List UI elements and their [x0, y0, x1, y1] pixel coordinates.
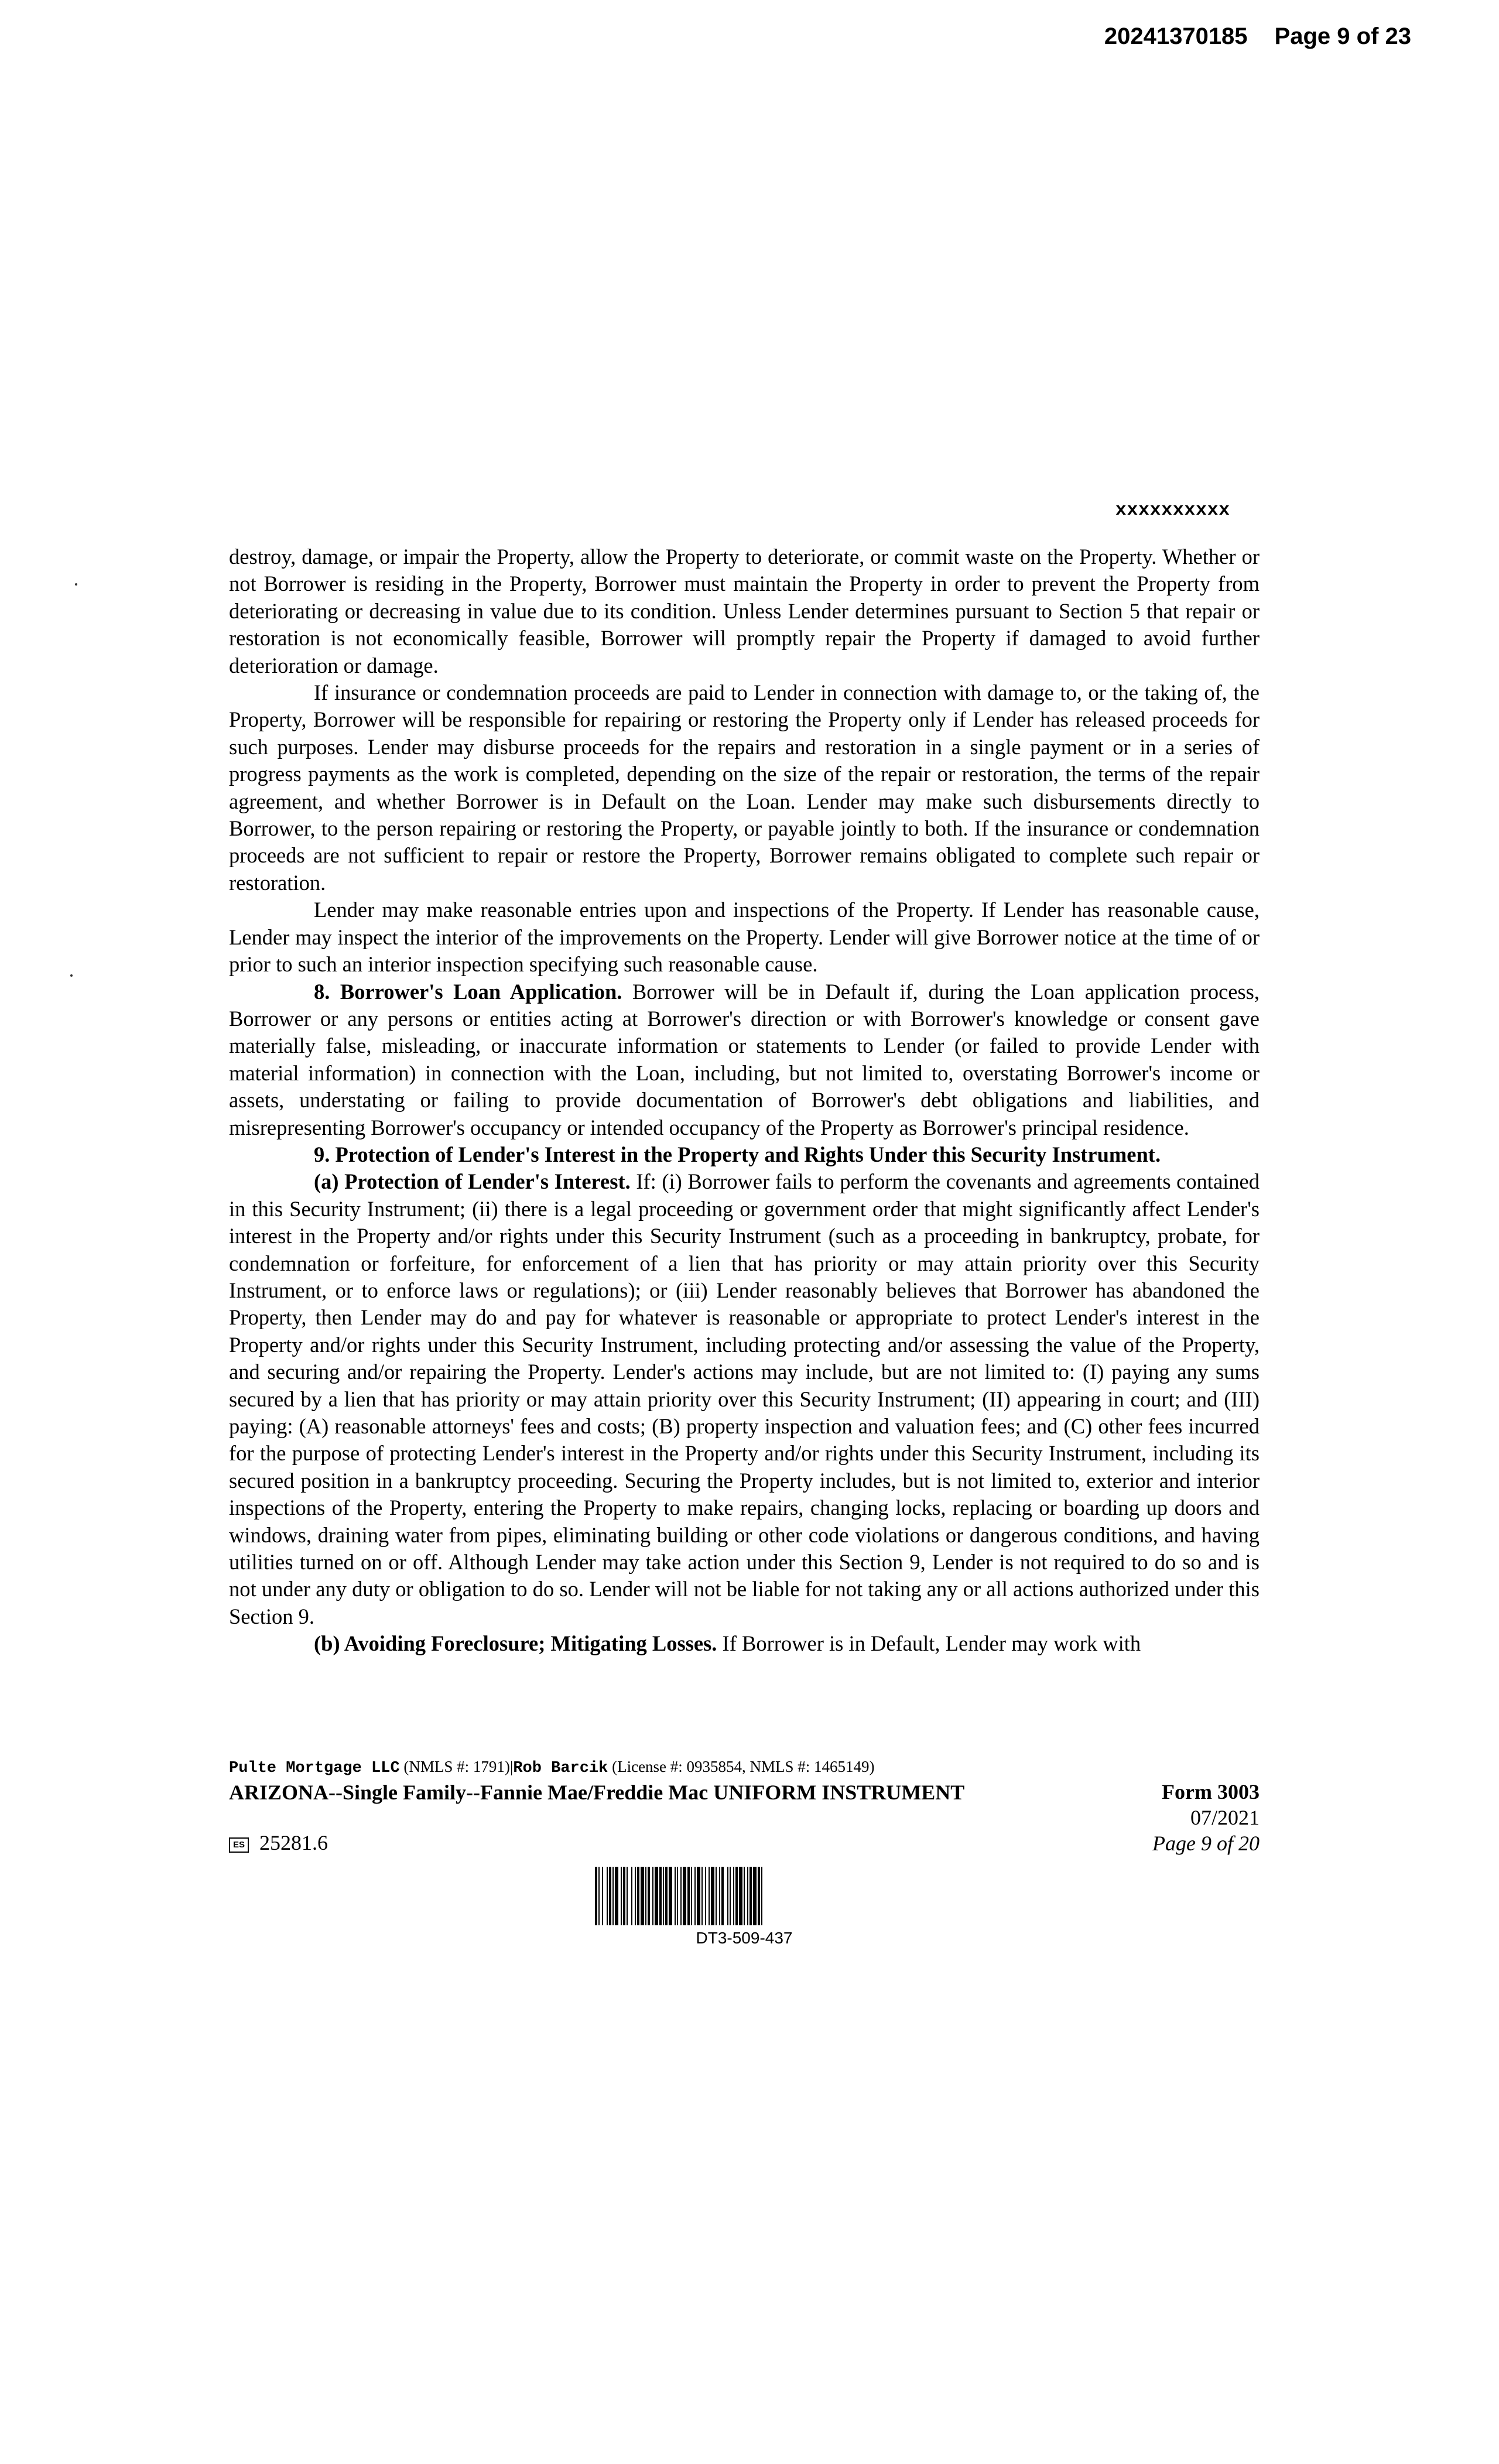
barcode-bar: [621, 1867, 622, 1925]
barcode-bar: [727, 1867, 728, 1925]
form-date: 07/2021: [1190, 1806, 1260, 1829]
section-8-heading: 8. Borrower's Loan Application.: [314, 979, 622, 1004]
barcode-bar: [631, 1867, 632, 1925]
loan-number-mask: xxxxxxxxxx: [1115, 500, 1231, 521]
barcode-bar: [691, 1867, 692, 1925]
barcode-bar: [648, 1867, 650, 1925]
barcode-bar: [701, 1867, 703, 1925]
ellie-mae-es-icon: ES: [229, 1837, 249, 1853]
section-9a-heading: (a) Protection of Lender's Interest.: [314, 1169, 631, 1194]
originator-license: (License #: 0935854, NMLS #: 1465149): [612, 1758, 875, 1775]
section-9a-body: If: (i) Borrower fails to perform the covenants and agreements contained in this Security Instrument; (ii) there is a legal proceeding or government order that might significantly affect Lender's interest in the Property and/or rights under this Security Instrument (such as a proceeding in bankruptcy, probate, for condemnation or forfeiture, for enforcement of a lien that has priority or may attain priority over this Security Instrument, or to enforce laws or regulations); or (iii) Lender reasonably believes that Borrower has abandoned the Property, then Lender may do and pay for whatever is reasonable or appropriate to protect Lender's interest in the Property and/or rights under this Security Instrument, including protecting and/or assessing the value of the Property, and securing and/or repairing the Property. Lender's actions may include, but are not limited to: (I) paying any sums secured by a lien that has priority or may attain priority over this Security Instrument; (II) appearing in court; and (III) paying: (A) reasonable attorneys' fees and costs; (B) property inspection and valuation fees; and (C) other fees incurred for the purpose of protecting Lender's interest in the Property and/or rights under this Security Instrument, including its secured position in a bankruptcy proceeding. Securing the Property includes, but is not limited to, exterior and interior inspections of the Property, entering the Property to make repairs, changing locks, replacing or boarding up doors and windows, draining water from pipes, eliminating building or other code violations or dangerous conditions, and having utilities turned on or off. Although Lender may take action under this Section 9, Lender is not required to do so and is not under any duty or obligation to do so. Lender will not be liable for not taking any or all actions authorized under this Section 9.: [229, 1169, 1260, 1628]
barcode-bar: [680, 1867, 682, 1925]
barcode-bar: [641, 1867, 644, 1925]
barcode-bar: [659, 1867, 662, 1925]
barcode-bar: [730, 1867, 731, 1925]
form-number: Form 3003: [1162, 1780, 1260, 1803]
section-8-body: Borrower will be in Default if, during the Loan application process, Borrower or any persons or entities acting at Borrower's direction or with Borrower's knowledge or consent gave materially false, misleading, or inaccurate information or statements to Lender (or failed to provide Lender with material information) in connection with the Loan, including, but not limited to, overstating Borrower's income or assets, understating or failing to provide documentation of Borrower's debt obligations and liabilities, and misrepresenting Borrower's occupancy or intended occupancy of the Property as Borrower's principal residence.: [229, 979, 1260, 1139]
lender-separator: |: [509, 1758, 514, 1775]
barcode-bar: [735, 1867, 738, 1925]
barcode-bar: [733, 1867, 734, 1925]
section-8-loan-application: [229, 978, 1260, 1141]
barcode-bar: [753, 1867, 757, 1925]
barcode-id: DT3-509-437: [696, 1929, 793, 1947]
barcode-bar: [635, 1867, 636, 1925]
scan-speck: [70, 974, 73, 977]
barcode-bar: [758, 1867, 760, 1925]
barcode-bar: [687, 1867, 690, 1925]
recording-page-label: Page 9 of 23: [1274, 23, 1411, 49]
barcode-bar: [747, 1867, 748, 1925]
paragraph-insurance-proceeds: If insurance or condemnation proceeds are paid to Lender in connection with damage to, or the taking of, the Property, Borrower will be responsible for repairing or restoring the Property only if Lender has released proceeds for such purposes. Lender may disburse proceeds for the repairs and restoration in a single payment or in a series of progress payments as the work is completed, depending on the size of the repair or restoration, the terms of the repair agreement, and whether Borrower is in Default on the Loan. Lender may make such disbursements directly to Borrower, to the person repairing or restoring the Property, or payable jointly to both. If the insurance or condemnation proceeds are not sufficient to repair or restore the Property, Borrower remains obligated to complete such repair or restoration.: [229, 680, 1260, 895]
barcode-bar: [694, 1867, 696, 1925]
paragraph-inspections: Lender may make reasonable entries upon and inspections of the Property. If Lender has reasonable cause, Lender may inspect the interior of the improvements on the Property. Lender will give Borrower notice at the time of or prior to such an interior inspection specifying such reasonable cause.: [229, 898, 1260, 977]
barcode-bar: [709, 1867, 710, 1925]
barcode-bar: [645, 1867, 646, 1925]
barcode-bar: [716, 1867, 717, 1925]
section-9-heading-paragraph: [229, 1141, 1260, 1168]
section-9b-foreclosure: [229, 1630, 1260, 1657]
barcode-bar: [598, 1867, 600, 1925]
form-page: Page 9 of 20: [1152, 1832, 1260, 1855]
lender-name: Pulte Mortgage LLC: [229, 1760, 400, 1777]
barcode-bar: [607, 1867, 608, 1925]
barcode-bar: [615, 1867, 618, 1925]
barcode-bar: [677, 1867, 678, 1925]
barcode-bar: [711, 1867, 714, 1925]
barcode: [595, 1867, 894, 1925]
barcode-bar: [665, 1867, 668, 1925]
barcode-bar: [627, 1867, 628, 1925]
barcode-bar: [655, 1867, 658, 1925]
barcode-bar: [721, 1867, 724, 1925]
section-9-heading: 9. Protection of Lender's Interest in the Property and Rights Under this Security Instrument.: [314, 1142, 1161, 1166]
barcode-bar: [683, 1867, 686, 1925]
barcode-bar: [669, 1867, 672, 1925]
doc-code-line: [229, 1830, 328, 1855]
barcode-bar: [761, 1867, 762, 1925]
barcode-bar: [719, 1867, 720, 1925]
barcode-bar: [739, 1867, 742, 1925]
barcode-bar: [637, 1867, 639, 1925]
barcode-bar: [675, 1867, 676, 1925]
barcode-bar: [663, 1867, 664, 1925]
originator-name: Rob Barcik: [513, 1760, 608, 1777]
recording-header: [1104, 23, 1411, 50]
barcode-bar: [705, 1867, 706, 1925]
lender-line: [229, 1758, 875, 1777]
barcode-bar: [652, 1867, 653, 1925]
section-9b-heading: (b) Avoiding Foreclosure; Mitigating Losses.: [314, 1631, 717, 1656]
document-body: [229, 543, 1260, 1658]
barcode-bar: [697, 1867, 700, 1925]
barcode-bar: [612, 1867, 614, 1925]
lender-nmls: (NMLS #: 1791): [403, 1758, 510, 1775]
recording-number: 20241370185: [1104, 23, 1248, 49]
barcode-bar: [744, 1867, 745, 1925]
scan-speck: [75, 583, 77, 586]
form-title: ARIZONA--Single Family--Fannie Mae/Freddie Mac UNIFORM INSTRUMENT: [229, 1781, 965, 1804]
doc-code: 25281.6: [259, 1831, 328, 1854]
barcode-bar: [609, 1867, 611, 1925]
barcode-bar: [750, 1867, 752, 1925]
form-info-block: [1152, 1779, 1260, 1856]
barcode-bar: [623, 1867, 625, 1925]
section-9a-protection: [229, 1168, 1260, 1630]
paragraph-maintenance: destroy, damage, or impair the Property, allow the Property to deteriorate, or commit waste on the Property. Whether or not Borrower is residing in the Property, Borrower must maintain the Property in order to prevent the Property from deteriorating or decreasing in value due to its condition. Unless Lender determines pursuant to Section 5 that repair or restoration is not economically feasible, Borrower will promptly repair the Property if damaged to avoid further deterioration or damage.: [229, 545, 1260, 677]
section-9b-body: If Borrower is in Default, Lender may work with: [717, 1631, 1141, 1656]
barcode-bar: [595, 1867, 597, 1925]
barcode-bar: [602, 1867, 603, 1925]
